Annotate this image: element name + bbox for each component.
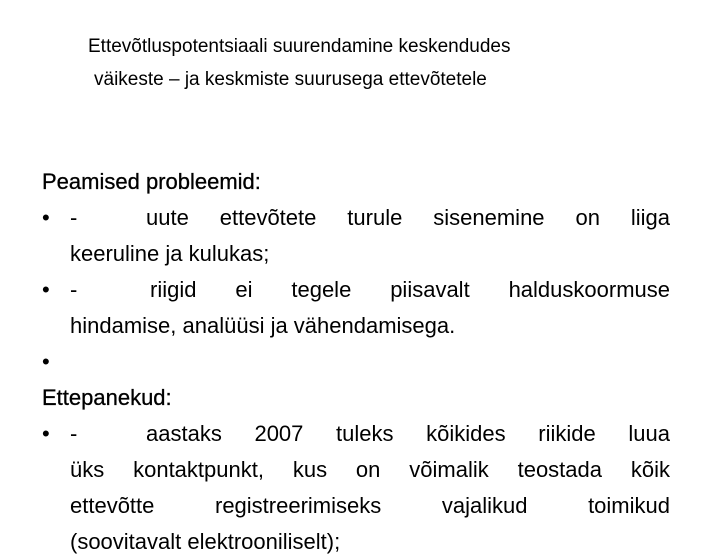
- problem-item-1-line-1: [70, 200, 670, 236]
- proposals-heading: Ettepanekud:: [42, 385, 172, 410]
- problem-item-2-text-1: riigid ei tegele piisavalt halduskoormuse: [150, 277, 670, 302]
- proposal-item-1-line-4: (soovitavalt elektrooniliselt);: [70, 529, 341, 554]
- proposal-item-1: [42, 416, 670, 560]
- bullet-icon: •: [42, 277, 50, 302]
- problem-item-1-line-2: keeruline ja kulukas;: [70, 241, 270, 266]
- empty-line: [70, 344, 670, 380]
- problem-item-1: [42, 200, 670, 272]
- proposal-item-1-text-1: aastaks 2007 tuleks kõikides riikide luua: [146, 421, 670, 446]
- proposal-item-1-line-1: [70, 416, 670, 452]
- slide-body: [42, 164, 670, 560]
- proposal-item-1-line-3: ettevõtte registreerimiseks vajalikud toimikud: [70, 493, 670, 518]
- dash-marker: -: [70, 277, 78, 302]
- bullet-icon: •: [42, 205, 50, 230]
- bullet-icon: •: [42, 421, 50, 446]
- dash-marker: -: [70, 205, 78, 230]
- problem-item-2: [42, 272, 670, 344]
- proposal-item-1-line-2: üks kontaktpunkt, kus on võimalik teostada kõik: [70, 457, 670, 482]
- problem-item-empty: [42, 344, 670, 380]
- problems-heading: Peamised probleemid:: [42, 169, 261, 194]
- title-line-2: väikeste – ja keskmiste suurusega ettevõtetele: [94, 69, 487, 90]
- bullet-icon: •: [42, 349, 50, 374]
- slide-title: [88, 30, 708, 96]
- dash-marker: -: [70, 421, 78, 446]
- problem-item-2-line-1: [70, 272, 670, 308]
- problem-item-1-text-1: uute ettevõtete turule sisenemine on liiga: [146, 205, 670, 230]
- title-line-1: Ettevõtluspotentsiaali suurendamine keskendudes: [88, 36, 511, 57]
- problem-item-2-line-2: hindamise, analüüsi ja vähendamisega.: [70, 313, 456, 338]
